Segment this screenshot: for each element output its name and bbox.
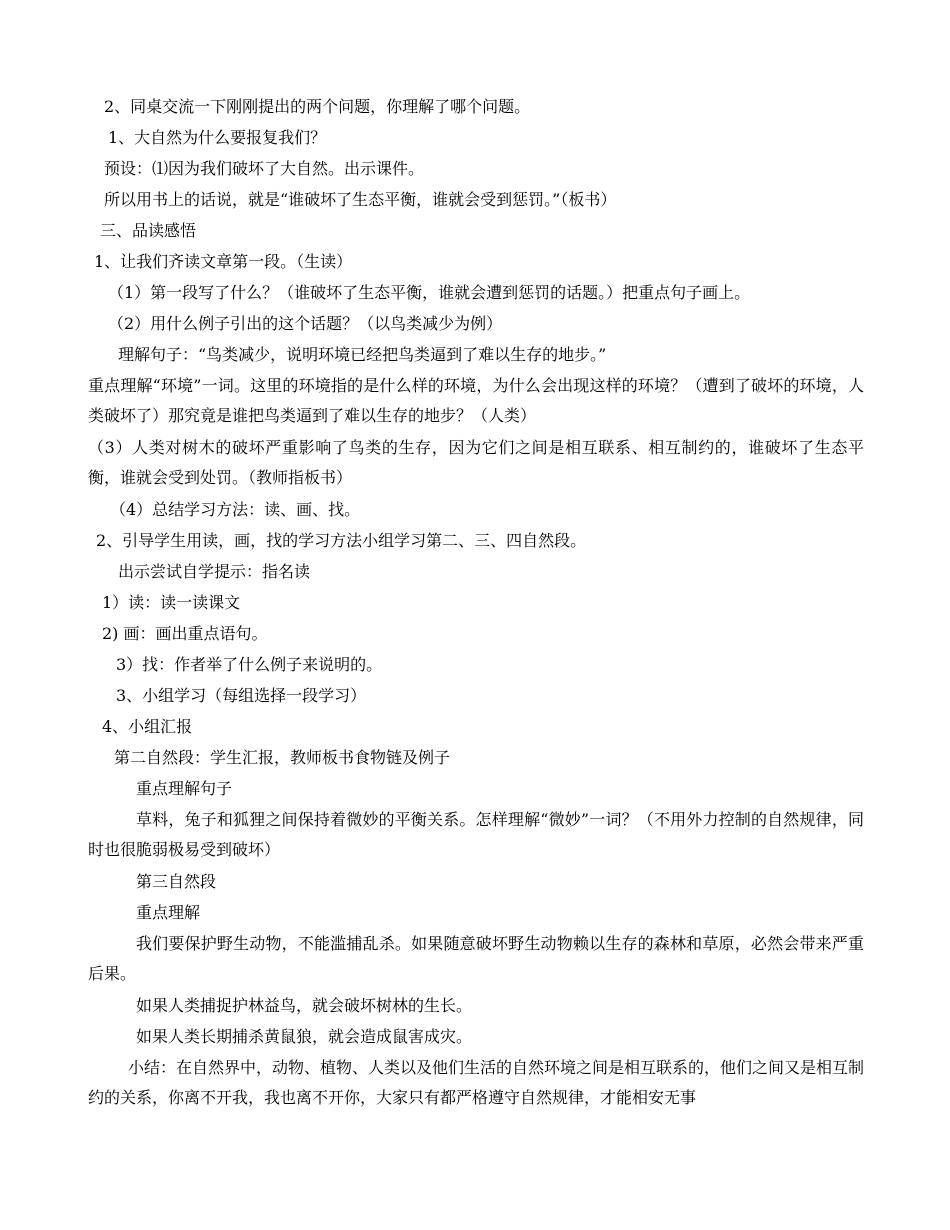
text-line: 1）读：读一读课文 <box>102 593 241 612</box>
paragraph: 小结：在自然界中，动物、植物、人类以及他们生活的自然环境之间是相互联系的，他们之间又是相互制约的关系，你离不开我，我也离不开你，大家只有都严格遵守自然规律，才能相安无事 <box>88 1058 865 1107</box>
paragraph: （3）人类对树木的破坏严重影响了鸟类的生存，因为它们之间是相互联系、相互制约的，谁破坏了生态平衡，谁就会受到处罚。（教师指板书） <box>88 438 864 487</box>
text-line: 理解句子：“鸟类减少，说明环境已经把鸟类逼到了难以生存的地步。” <box>118 345 607 364</box>
text-line: 2、引导学生用读，画，找的学习方法小组学习第二、三、四自然段。 <box>96 531 587 550</box>
paragraph: 重点理解“环境”一词。这里的环境指的是什么样的环境，为什么会出现这样的环境？（遭到了破坏的环境，人类破坏了）那究竟是谁把鸟类逼到了难以生存的地步？（人类） <box>88 376 864 425</box>
text-line: 2、同桌交流一下刚刚提出的两个问题，你理解了哪个问题。 <box>104 97 531 116</box>
paragraph: 我们要保护野生动物，不能滥捕乱杀。如果随意破坏野生动物赖以生存的森林和草原，必然会带来严重后果。 <box>88 934 864 983</box>
text-line: （2）用什么例子引出的这个话题？（以鸟类减少为例） <box>108 314 503 333</box>
text-line: （4）总结学习方法：读、画、找。 <box>110 500 361 519</box>
text-line: 1、大自然为什么要报复我们？ <box>108 128 327 147</box>
text-line: 如果人类捕捉护林益鸟，就会破坏树林的生长。 <box>136 996 473 1015</box>
text-line: 重点理解 <box>136 903 201 922</box>
text-line: 1、让我们齐读文章第一段。（生读） <box>94 252 353 271</box>
text-line: 出示尝试自学提示：指名读 <box>118 562 311 581</box>
text-line: （1）第一段写了什么？（谁破坏了生态平衡，谁就会遭到惩罚的话题。）把重点句子画上。 <box>108 283 751 302</box>
text-line: 3、小组学习（每组选择一段学习） <box>116 686 367 705</box>
text-line: 第三自然段 <box>136 872 217 891</box>
text-line: 所以用书上的话说，就是“谁破坏了生态平衡，谁就会受到惩罚。”（板书） <box>104 190 617 209</box>
text-line: 2) 画：画出重点语句。 <box>102 624 268 643</box>
section-heading: 三、品读感悟 <box>100 221 197 240</box>
text-line: 重点理解句子 <box>136 779 233 798</box>
text-line: 3）找：作者举了什么例子来说明的。 <box>116 655 383 674</box>
text-line: 预设：⑴因为我们破坏了大自然。出示课件。 <box>104 159 425 178</box>
paragraph: 草料，兔子和狐狸之间保持着微妙的平衡关系。怎样理解“微妙”一词？（不用外力控制的自然规律，同时也很脆弱极易受到破坏） <box>88 810 864 859</box>
text-line: 如果人类长期捕杀黄鼠狼，就会造成鼠害成灾。 <box>136 1027 473 1046</box>
text-line: 4、小组汇报 <box>102 717 193 736</box>
text-line: 第二自然段：学生汇报，教师板书食物链及例子 <box>114 748 451 767</box>
